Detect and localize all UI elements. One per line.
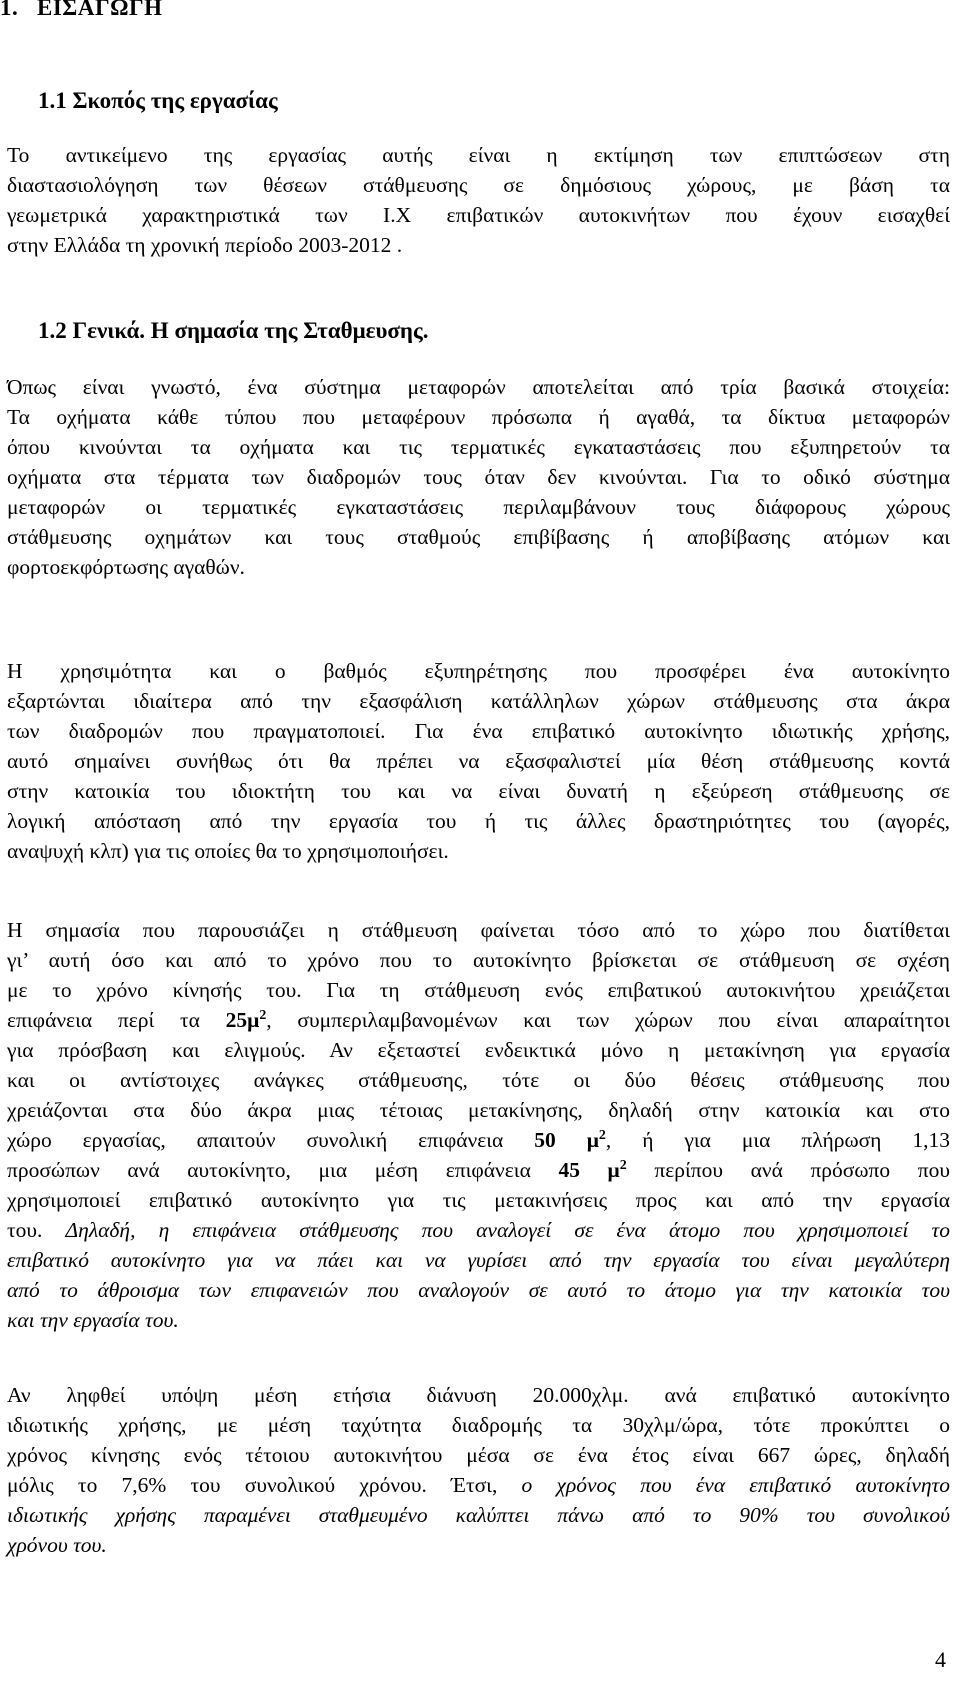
text-run: χώρο εργασίας, απαιτούν συνολική επιφάνεια <box>7 1128 535 1152</box>
text-run: προσώπων ανά αυτοκίνητο, μια μέση επιφάνεια <box>7 1158 559 1182</box>
text-run: επιφάνεια περί τα <box>7 1008 226 1032</box>
text-line: γεωμετρικά χαρακτηριστικά των Ι.Χ επιβατικών αυτοκινήτων που έχουν εισαχθεί <box>7 203 950 227</box>
text-line <box>7 1530 950 1560</box>
text-line <box>7 1215 950 1245</box>
text-line <box>7 1470 950 1500</box>
text-line: Τα οχήματα κάθε τύπου που μεταφέρουν πρόσωπα ή αγαθά, τα δίκτυα μεταφορών <box>7 405 950 429</box>
emphasis-text: από το άθροισμα των επιφανειών που αναλογούν σε αυτό το άτομο για την κατοικία του <box>7 1278 950 1302</box>
text-line: για πρόσβαση και ελιγμούς. Αν εξεταστεί ενδεικτικά μόνο η μετακίνηση για εργασία <box>7 1038 950 1062</box>
text-line: Η χρησιμότητα και ο βαθμός εξυπηρέτησης που προσφέρει ένα αυτοκίνητο <box>7 659 950 683</box>
area-value-25: $25\mu^2$ <box>225 1007 267 1032</box>
text-line: και οι αντίστοιχες ανάγκες στάθμευσης, τότε οι δύο θέσεις στάθμευσης που <box>7 1068 950 1092</box>
text-line <box>7 1005 950 1035</box>
text-line: λογική απόσταση από την εργασία του ή τις άλλες δραστηριότητες του (αγορές, <box>7 809 950 833</box>
paragraph-purpose <box>7 140 950 260</box>
text-line <box>7 1245 950 1275</box>
page-number: 4 <box>935 1647 946 1672</box>
text-line: στάθμευσης οχημάτων και τους σταθμούς επιβίβασης ή αποβίβασης ατόμων και <box>7 525 950 549</box>
text-line: Αν ληφθεί υπόψη μέση ετήσια διάνυση 20.000χλμ. ανά επιβατικό αυτοκίνητο <box>7 1383 950 1407</box>
text-line: χρησιμοποιεί επιβατικό αυτοκίνητο για τις μετακινήσεις προς και από την εργασία <box>7 1188 950 1212</box>
text-line <box>7 1155 950 1185</box>
text-run: , συμπεριλαμβανομένων και των χώρων που είναι απαραίτητοι <box>266 1008 950 1032</box>
text-line: των διαδρομών που πραγματοποιεί. Για ένα επιβατικό αυτοκίνητο ιδιωτικής χρήσης, <box>7 719 950 743</box>
text-line: φορτοεκφόρτωσης αγαθών. <box>7 555 245 579</box>
text-line <box>7 1305 950 1335</box>
text-line: γι’ αυτή όσο και από το χρόνο που το αυτοκίνητο βρίσκεται σε στάθμευση σε σχέση <box>7 948 950 972</box>
text-line: αυτό σημαίνει συνήθως ότι θα πρέπει να εξασφαλιστεί μία θέση στάθμευσης κοντά <box>7 749 950 773</box>
text-line: χρόνος κίνησης ενός τέτοιου αυτοκινήτου μέσα σε ένα έτος είναι 667 ώρες, δηλαδή <box>7 1443 950 1467</box>
text-line: όπου κινούνται τα οχήματα και τις τερματικές εγκαταστάσεις που εξυπηρετούν τα <box>7 435 950 459</box>
text-run: , ή για μια πλήρωση 1,13 <box>605 1128 950 1152</box>
emphasis-text: και την εργασία του. <box>7 1308 179 1332</box>
text-line: στην κατοικία του ιδιοκτήτη του και να είναι δυνατή η εξεύρεση στάθμευσης σε <box>7 779 950 803</box>
text-line: μεταφορών οι τερματικές εγκαταστάσεις περιλαμβάνουν τους διάφορους χώρους <box>7 495 950 519</box>
text-line: εξαρτώνται ιδιαίτερα από την εξασφάλιση κατάλληλων χώρων στάθμευσης στα άκρα <box>7 689 950 713</box>
text-line: διαστασιολόγηση των θέσεων στάθμευσης σε δημόσιους χώρους, με βάση τα <box>7 173 950 197</box>
text-line: αναψυχή κλπ) για τις οποίες θα το χρησιμοποιήσει. <box>7 839 449 863</box>
paragraph-parking-importance <box>7 915 950 1335</box>
section-heading-general: 1.2 Γενικά. Η σημασία της Σταθμευσης. <box>38 318 429 343</box>
emphasis-text: χρόνου του. <box>7 1533 107 1557</box>
emphasis-text: ο χρόνος που ένα επιβατικό αυτοκίνητο <box>521 1473 950 1497</box>
paragraph-usefulness <box>7 656 950 866</box>
text-run: του. <box>7 1218 66 1242</box>
paragraph-transport-system <box>7 372 950 582</box>
text-line: Η σημασία που παρουσιάζει η στάθμευση φαίνεται τόσο από το χώρο που διατίθεται <box>7 918 950 942</box>
text-run: περίπου ανά πρόσωπο που <box>626 1158 950 1182</box>
text-line: οχήματα στα τέρματα των διαδρομών τους όταν δεν κινούνται. Για το οδικό σύστημα <box>7 465 950 489</box>
text-line <box>7 1125 950 1155</box>
text-line: Το αντικείμενο της εργασίας αυτής είναι η εκτίμηση των επιπτώσεων στη <box>7 143 950 167</box>
emphasis-text: επιβατικό αυτοκίνητο για να πάει και να γυρίσει από την εργασία του είναι μεγαλύτερη <box>7 1248 950 1272</box>
text-line: στην Ελλάδα τη χρονική περίοδο 2003-2012 . <box>7 233 403 257</box>
area-value-50: 50 $\mu^2$ <box>534 1127 606 1152</box>
text-run: μόλις το 7,6% του συνολικού χρόνου. Έτσι, <box>7 1473 522 1497</box>
chapter-heading: 1. ΕΙΣΑΓΩΓΗ <box>0 0 163 20</box>
text-line <box>7 1500 950 1530</box>
text-line: ιδιωτικής χρήσης, με μέση ταχύτητα διαδρομής τα 30χλμ/ώρα, τότε προκύπτει ο <box>7 1413 950 1437</box>
text-line: Όπως είναι γνωστό, ένα σύστημα μεταφορών αποτελείται από τρία βασικά στοιχεία: <box>7 375 950 399</box>
section-heading-purpose: 1.1 Σκοπός της εργασίας <box>38 88 278 113</box>
text-line: χρειάζονται στα δύο άκρα μιας τέτοιας μετακίνησης, δηλαδή στην κατοικία και στο <box>7 1098 950 1122</box>
area-value-45: 45 $\mu^2$ <box>558 1157 627 1182</box>
text-line: με το χρόνο κίνησής του. Για τη στάθμευση ενός επιβατικού αυτοκινήτου χρειάζεται <box>7 978 950 1002</box>
paragraph-annual-usage <box>7 1380 950 1560</box>
emphasis-text: ιδιωτικής χρήσης παραμένει σταθμευμένο καλύπτει πάνω από το 90% του συνολικού <box>7 1503 950 1527</box>
emphasis-text: Δηλαδή, η επιφάνεια στάθμευσης που αναλογεί σε ένα άτομο που χρησιμοποιεί το <box>65 1218 950 1242</box>
text-line <box>7 1275 950 1305</box>
